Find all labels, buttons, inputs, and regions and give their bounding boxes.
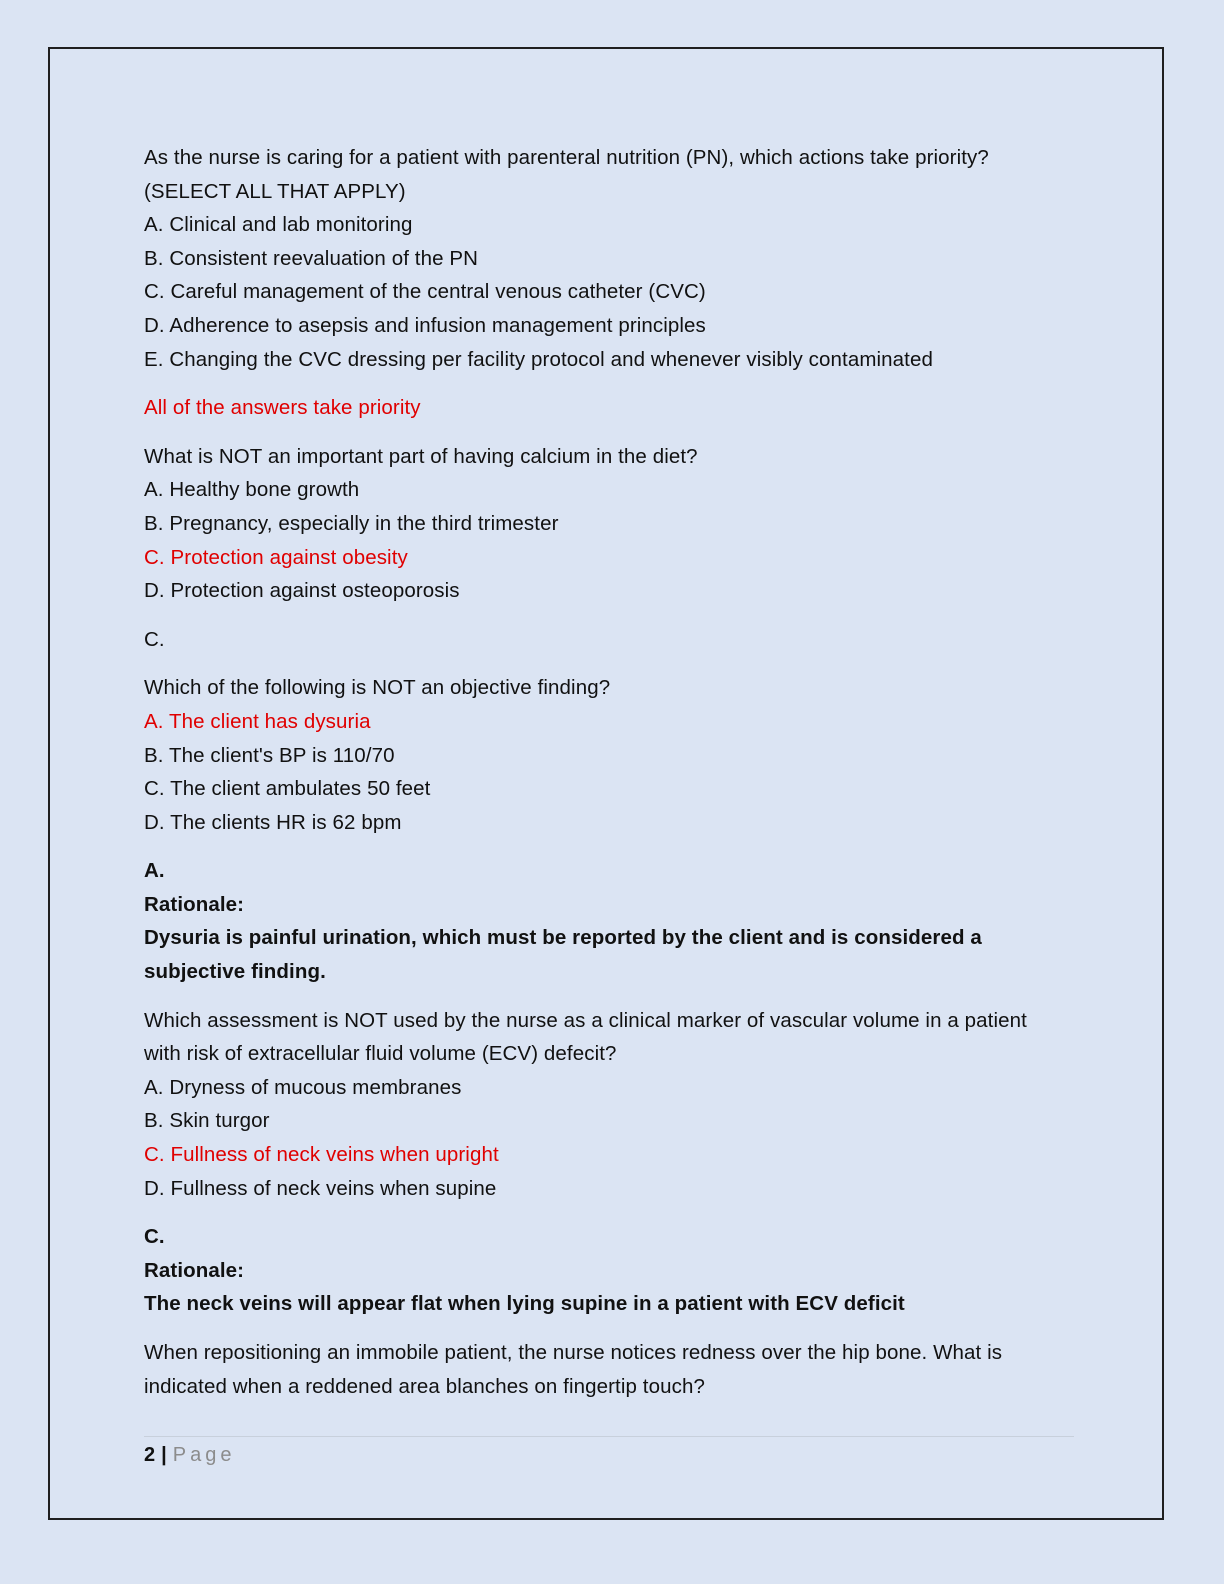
answer-option: D. Fullness of neck veins when supine [144,1176,497,1200]
answer-key: C. [144,1225,165,1249]
rationale-text: Dysuria is painful urination, which must be reported by the client and is considered a [144,926,982,950]
answer-option: C. The client ambulates 50 feet [144,777,431,801]
answer-option-correct: C. Fullness of neck veins when upright [144,1143,499,1167]
page-label: Page [172,1444,236,1466]
question-stem-line: indicated when a reddened area blanches on fingertip touch? [144,1374,705,1398]
answer-option: D. The clients HR is 62 bpm [144,810,402,834]
rationale-text: The neck veins will appear flat when lying supine in a patient with ECV deficit [144,1292,905,1316]
answer-option: B. Skin turgor [144,1109,270,1133]
answer-option: B. The client's BP is 110/70 [144,743,395,767]
footer-separator: | [161,1444,167,1466]
rationale-label: Rationale: [144,892,245,916]
question-block [144,1004,1079,1206]
answer-option: A. Healthy bone growth [144,478,360,502]
question-stem-line: Which assessment is NOT used by the nurse as a clinical marker of vascular volume in a patient [144,1008,1027,1032]
answer-option: D. Adherence to asepsis and infusion management principles [144,313,706,337]
question-block [144,440,1079,608]
answer-option: B. Consistent reevaluation of the PN [144,246,479,270]
document-content [144,141,1079,1418]
answer-option-correct: A. The client has dysuria [144,709,371,733]
answer-key: C. [144,627,165,651]
answer-option: A. Dryness of mucous membranes [144,1075,462,1099]
answer-key: A. [144,859,165,883]
page-footer [144,1436,1074,1467]
question-stem-line: What is NOT an important part of having calcium in the diet? [144,444,698,468]
rationale-text: subjective finding. [144,960,326,984]
question-block [144,671,1079,839]
question-stem-line: with risk of extracellular fluid volume (ECV) defecit? [144,1042,617,1066]
question-stem-line: As the nurse is caring for a patient with parenteral nutrition (PN), which actions take priority? [144,146,989,169]
question-block [144,141,1079,376]
page-number: 2 [144,1444,156,1466]
question-block [144,1336,1079,1403]
answer-option: A. Clinical and lab monitoring [144,213,413,237]
answer-option-correct: C. Protection against obesity [144,545,408,569]
answer-option: E. Changing the CVC dressing per facility protocol and whenever visibly contaminated [144,347,933,371]
answer-key: All of the answers take priority [144,396,421,420]
answer-option: C. Careful management of the central venous catheter (CVC) [144,280,706,304]
rationale-label: Rationale: [144,1258,245,1282]
answer-option: B. Pregnancy, especially in the third trimester [144,511,559,535]
question-stem-line: Which of the following is NOT an objective finding? [144,676,611,700]
question-stem-line: (SELECT ALL THAT APPLY) [144,179,406,203]
answer-option: D. Protection against osteoporosis [144,579,460,603]
question-stem-line: When repositioning an immobile patient, the nurse notices redness over the hip bone. What is [144,1341,1003,1364]
